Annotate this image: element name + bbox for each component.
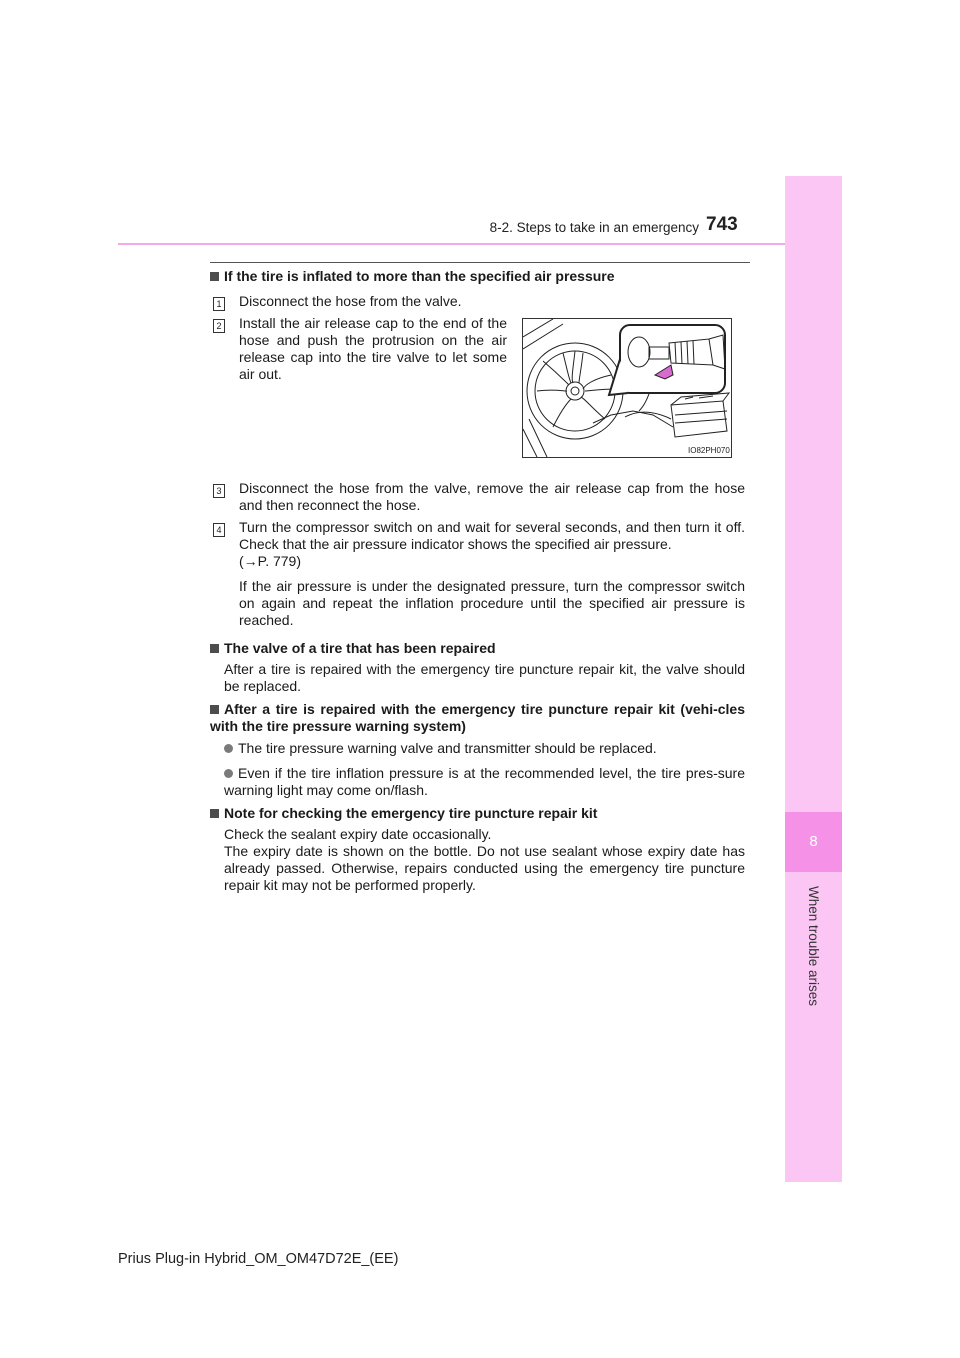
step-number: 3 [213,484,225,498]
step-number: 1 [213,297,225,311]
square-bullet-icon [210,272,219,281]
section-body: After a tire is repaired with the emergency tire puncture repair kit, the valve should be replaced. [224,661,745,694]
square-bullet-icon [210,644,219,653]
step-text: Install the air release cap to the end of the hose and push the protrusion on the air release cap into the tire valve to let some air out. [239,315,507,382]
chapter-label [798,886,828,1016]
tire-valve-illustration [522,318,732,458]
list-item: Even if the tire inflation pressure is at the recommended level, the tire pres-sure warning light may come on/flash. [224,765,745,798]
page-reference: (→P. 779) [239,553,301,569]
step-text: Turn the compressor switch on and wait for several seconds, and then turn it off. Check that the air pressure indicator shows the specified air pressure. [239,519,745,552]
document-footer: Prius Plug-in Hybrid_OM_OM47D72E_(EE) [118,1251,399,1267]
chapter-label-text: When trouble arises [806,886,821,1007]
section-heading: After a tire is repaired with the emergency tire puncture repair kit (vehi-cles with the tire pressure warning system) [210,701,745,734]
chapter-number-tab: 8 [785,812,842,872]
round-bullet-icon [224,769,233,778]
square-bullet-icon [210,809,219,818]
section-heading: If the tire is inflated to more than the specified air pressure [210,268,750,285]
page-number: 743 [706,214,738,235]
section-heading: The valve of a tire that has been repaired [210,640,750,657]
round-bullet-icon [224,744,233,753]
step-number: 4 [213,523,225,537]
section-heading: Note for checking the emergency tire puncture repair kit [210,805,750,822]
list-item: The tire pressure warning valve and transmitter should be replaced. [224,740,745,757]
header-divider [118,243,785,245]
chapter-side-tab [785,176,842,1182]
section-body: The expiry date is shown on the bottle. Do not use sealant whose expiry date has already passed. Otherwise, repairs conducted using the emergency tire puncture repair kit may not be performed properly. [224,843,745,893]
section-title: 8-2. Steps to take in an emergency [489,220,699,235]
content-divider [210,262,750,263]
figure-code: IO82PH070 [688,446,730,455]
square-bullet-icon [210,705,219,714]
step-number: 2 [213,319,225,333]
tire-compressor-drawing [523,319,731,457]
section-body: Check the sealant expiry date occasionally. [224,826,492,842]
step-text: Disconnect the hose from the valve, remove the air release cap from the hose and then reconnect the hose. [239,480,745,513]
step-note: If the air pressure is under the designated pressure, turn the compressor switch on again and repeat the inflation procedure until the specified air pressure is reached. [239,578,745,628]
step-text: Disconnect the hose from the valve. [239,293,462,309]
